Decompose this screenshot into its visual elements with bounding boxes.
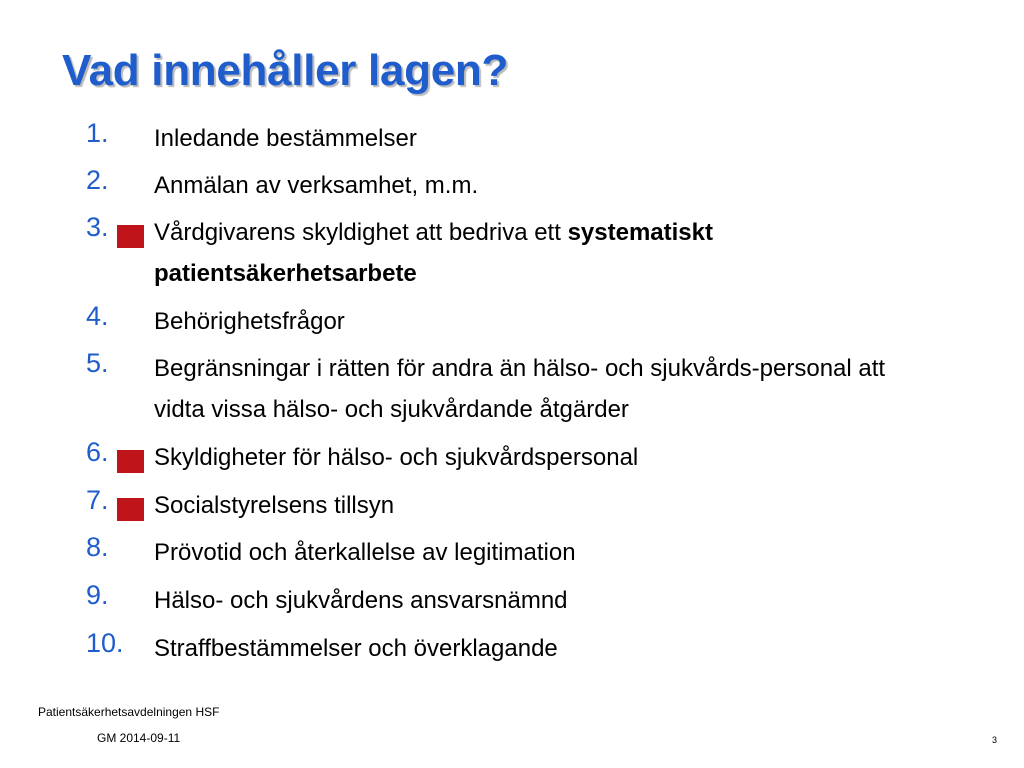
slide-title: Vad innehåller lagen?	[62, 46, 509, 95]
item-number: 8.	[86, 532, 109, 562]
item-text-plain: Vårdgivarens skyldighet att bedriva ett	[154, 219, 568, 246]
item-number: 1.	[86, 118, 109, 148]
item-text: Prövotid och återkallelse av legitimation	[154, 539, 576, 566]
item-text: Begränsningar i rätten för andra än hälso- och sjukvårds-personal att vidta vissa hälso- och sjukvårdande åtgärder	[154, 355, 886, 423]
item-text-bold: systematiskt patientsäkerhetsarbete	[154, 219, 713, 287]
item-number: 3.	[86, 212, 109, 242]
red-square-marker-icon	[117, 498, 144, 521]
item-text	[154, 212, 934, 294]
item-text: Skyldigheter för hälso- och sjukvårdspersonal	[154, 444, 639, 471]
item-number: 7.	[86, 485, 109, 515]
red-square-marker-icon	[117, 450, 144, 473]
item-text: Socialstyrelsens tillsyn	[154, 492, 395, 519]
item-number: 4.	[86, 301, 109, 331]
item-number: 5.	[86, 348, 109, 378]
item-number: 2.	[86, 165, 109, 195]
red-square-marker-icon	[117, 225, 144, 248]
item-number: 9.	[86, 580, 109, 610]
item-number: 10.	[86, 628, 124, 658]
page-number: 3	[992, 735, 998, 745]
item-text: Inledande bestämmelser	[154, 125, 417, 152]
item-text: Straffbestämmelser och överklagande	[154, 635, 558, 662]
footer-organization: Patientsäkerhetsavdelningen HSF	[38, 705, 220, 719]
item-number: 6.	[86, 437, 109, 467]
item-text: Anmälan av verksamhet, m.m.	[154, 172, 479, 199]
footer-date: GM 2014-09-11	[97, 731, 181, 745]
item-text: Hälso- och sjukvårdens ansvarsnämnd	[154, 587, 568, 614]
item-text: Behörighetsfrågor	[154, 308, 345, 335]
